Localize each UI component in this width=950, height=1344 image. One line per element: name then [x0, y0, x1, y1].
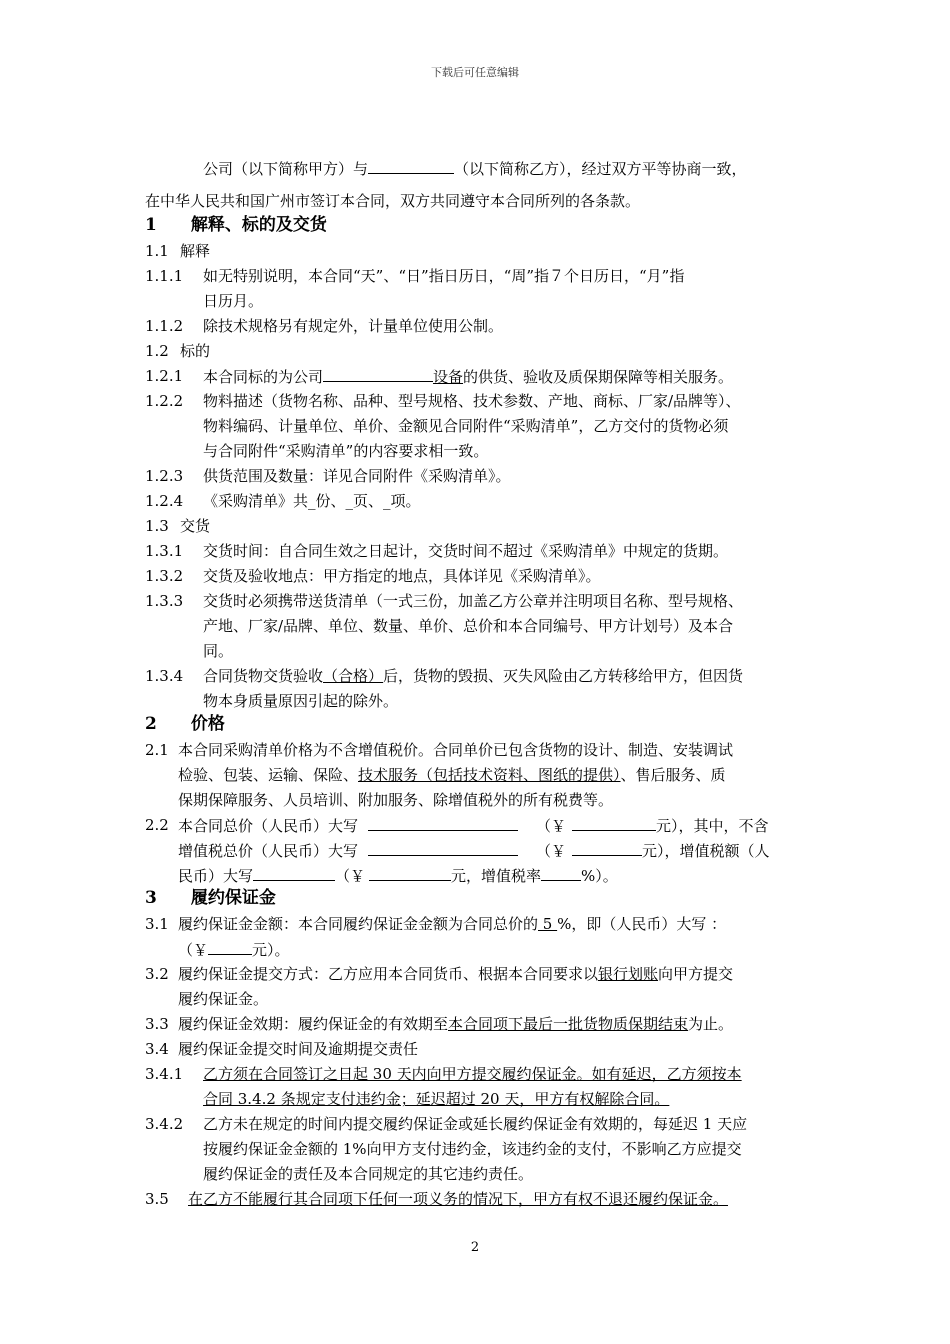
- clause-text: 乙方未在规定的时间内提交履约保证金或延长履约保证金有效期的，每延迟 1 天应: [203, 1115, 748, 1133]
- clause-text: 与合同附件“采购清单”的内容要求相一致。: [203, 442, 489, 460]
- clause-text: （￥: [536, 817, 567, 835]
- clause-text: （￥: [335, 867, 366, 885]
- clause-number: 1.2.2: [145, 392, 184, 410]
- page-number: 2: [470, 1240, 480, 1255]
- clause-text: 检验、包装、运输、保险、: [178, 766, 359, 784]
- tax-amount-blank: [253, 865, 335, 881]
- page-header: 下载后可任意编辑: [431, 66, 519, 79]
- clause-text: 合同 3.4.2 条规定支付违约金；延迟超过 20 天，甲方有权解除合同。: [203, 1090, 670, 1108]
- section-2-heading: [145, 714, 225, 734]
- clause-text: 向甲方提交: [658, 965, 734, 983]
- section-number: 3: [145, 888, 157, 908]
- clause-line: [178, 939, 290, 960]
- clause-line: [178, 765, 726, 785]
- clause-text: 本合同采购清单价格为不含增值税价。合同单价已包含货物的设计、制造、安装调试: [178, 741, 734, 759]
- clause-number: 1.1.1: [145, 267, 184, 285]
- clause-text: 产地、厂家/品牌、单位、数量、单价、总价和本合同编号、甲方计划号）及本合: [203, 617, 734, 635]
- clause-text: 、售后服务、质: [620, 766, 726, 784]
- clause-number: 3.3: [145, 1015, 169, 1033]
- clause-number: 3.4.1: [145, 1065, 184, 1083]
- intro-line-2: 在中华人民共和国广州市签订本合同，双方共同遵守本合同所列的各条款。: [145, 192, 641, 210]
- clause-text: 元）。: [252, 941, 290, 959]
- clause-text: 解释: [180, 242, 211, 260]
- clause-text: 履约保证金效期：履约保证金的有效期至: [178, 1015, 449, 1033]
- clause-text: 交货: [180, 517, 211, 535]
- section-title: 解释、标的及交货: [190, 215, 327, 235]
- section-number: 1: [145, 215, 157, 235]
- clause-text: 元，增值税率: [451, 867, 542, 885]
- section-3-heading: [145, 888, 276, 908]
- clause-text: 乙方须在合同签订之日起 30 天内向甲方提交履约保证金。如有延迟，乙方须按本: [203, 1065, 742, 1083]
- intro-text: （以下简称乙方），经过双方平等协商一致，: [454, 160, 747, 178]
- party-b-blank: [368, 158, 454, 174]
- deposit-percent: 5: [538, 915, 558, 933]
- clause-number: 2.2: [145, 816, 169, 834]
- clause-text: 物料描述（货物名称、品种、型号规格、技术参数、产地、商标、厂家/品牌等）、: [203, 392, 741, 410]
- section-1-heading: [145, 215, 327, 235]
- clause-text: （￥: [178, 941, 209, 959]
- clause-number: 1.3: [145, 517, 169, 535]
- clause-text: 民币）大写: [178, 867, 254, 885]
- clause-text: 元），其中，不含: [656, 817, 769, 835]
- clause-text: 物本身质量原因引起的除外。: [203, 692, 399, 710]
- clause-text: 保期保障服务、人员培训、附加服务、除增值税外的所有税费等。: [178, 791, 614, 809]
- section-title: 价格: [190, 714, 225, 734]
- intro-line-1: [203, 158, 747, 179]
- clause-text: 除技术规格另有规定外，计量单位使用公制。: [203, 317, 504, 335]
- clause-text: %，即（人民币）大写 ：: [557, 915, 727, 933]
- clause-text: 日历月。: [203, 292, 264, 310]
- clause-text: 履约保证金金额：本合同履约保证金金额为合同总价的: [178, 915, 539, 933]
- clause-text: 后，货物的毁损、灭失风险由乙方转移给甲方，但因货: [383, 667, 744, 685]
- clause-number: 1.3.3: [145, 592, 184, 610]
- clause-text: 交货时间：自合同生效之日起计，交货时间不超过《采购清单》中规定的货期。: [203, 542, 729, 560]
- clause-text: 履约保证金。: [178, 990, 269, 1008]
- total-amount-blank: [572, 815, 656, 831]
- intro-text: 公司（以下简称甲方）与: [203, 160, 369, 178]
- clause-text: 按履约保证金金额的 1%向甲方支付违约金，该违约金的支付，不影响乙方应提交: [203, 1140, 742, 1158]
- clause-text: 交货时必须携带送货清单（一式三份，加盖乙方公章并注明项目名称、型号规格、: [203, 592, 744, 610]
- clause-number: 1.1: [145, 242, 169, 260]
- tax-rate-blank: [541, 865, 581, 881]
- clause-number: 1.3.4: [145, 667, 184, 685]
- clause-text: 增值税总价（人民币）大写: [178, 842, 359, 860]
- clause-text: 元），增值税额（人: [642, 842, 770, 860]
- clause-text: 标的: [180, 342, 211, 360]
- clause-text: 为止。: [688, 1015, 734, 1033]
- clause-text: 供货范围及数量：详见合同附件《采购清单》。: [203, 467, 511, 485]
- clause-number: 3.4.2: [145, 1115, 184, 1133]
- clause-number: 3.1: [145, 915, 169, 933]
- clause-number: 3.5: [145, 1190, 169, 1208]
- clause-number: 3.2: [145, 965, 169, 983]
- clause-number: 1.2.3: [145, 467, 184, 485]
- clause-text: %）。: [581, 867, 618, 885]
- validity-text: 本合同项下最后一批货物质保期结束: [448, 1015, 689, 1033]
- company-blank: [323, 366, 433, 382]
- tax-value-blank: [369, 865, 451, 881]
- tech-service-text: 技术服务（包括技术资料、图纸的提供）: [358, 766, 621, 784]
- clause-text: 在乙方不能履行其合同项下任何一项义务的情况下，甲方有权不退还履约保证金。: [188, 1190, 729, 1208]
- clause-text: 本合同总价（人民币）大写: [178, 817, 359, 835]
- clause-number: 1.3.1: [145, 542, 184, 560]
- clause-number: 1.2.4: [145, 492, 184, 510]
- clause-text: 物料编码、计量单位、单价、金额见合同附件“采购清单”，乙方交付的货物必须: [203, 417, 729, 435]
- clause-text: 《采购清单》共_份、_页、_项。: [203, 492, 421, 510]
- clause-line: [178, 840, 770, 861]
- clause-text: 履约保证金的责任及本合同规定的其它违约责任。: [203, 1165, 534, 1183]
- clause-text: 交货及验收地点：甲方指定的地点，具体详见《采购清单》。: [203, 567, 601, 585]
- clause-text: 履约保证金提交方式：乙方应用本合同货币、根据本合同要求以: [178, 965, 599, 983]
- total-price-blank: [368, 815, 518, 831]
- clause-line: [178, 865, 618, 886]
- equipment-text: 设备: [433, 368, 464, 386]
- clause-text: 履约保证金提交时间及逾期提交责任: [178, 1040, 419, 1058]
- bank-transfer-text: 银行划账: [598, 965, 659, 983]
- clause-number: 1.2.1: [145, 367, 184, 385]
- clause-number: 1.2: [145, 342, 169, 360]
- qualified-text: （合格）: [323, 667, 384, 685]
- clause-number: 1.1.2: [145, 317, 184, 335]
- clause-text: （￥: [536, 842, 567, 860]
- section-number: 2: [145, 714, 157, 734]
- clause-number: 3.4: [145, 1040, 169, 1058]
- section-title: 履约保证金: [190, 888, 276, 908]
- clause-text: 的供货、验收及质保期保障等相关服务。: [463, 368, 734, 386]
- clause-text: 合同货物交货验收: [203, 667, 324, 685]
- deposit-amount-blank: [208, 939, 252, 955]
- pre-tax-price-blank: [368, 840, 518, 856]
- pre-tax-amount-blank: [572, 840, 642, 856]
- clause-number: 1.3.2: [145, 567, 184, 585]
- clause-text: 同。: [203, 642, 234, 660]
- clause-text: 如无特别说明，本合同“天”、“日”指日历日，“周”指７个日历日，“月”指: [203, 267, 685, 285]
- clause-text: 本合同标的为公司: [203, 368, 324, 386]
- clause-number: 2.1: [145, 741, 169, 759]
